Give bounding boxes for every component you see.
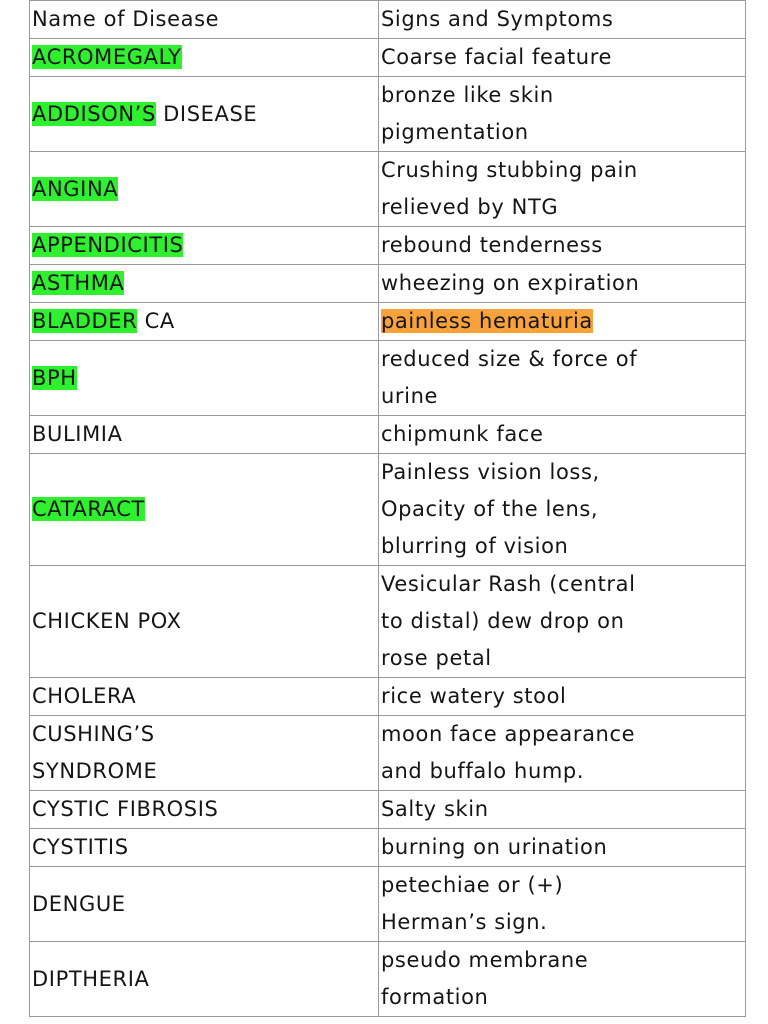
- table-row: [30, 942, 746, 1017]
- disease-name-cell: [30, 829, 379, 867]
- disease-name-text: CYSTITIS: [32, 835, 129, 859]
- signs-symptoms-line: Opacity of the lens,: [381, 497, 599, 521]
- disease-name-highlighted: APPENDICITIS: [32, 233, 184, 257]
- table-row: [30, 678, 746, 716]
- signs-symptoms-cell: [379, 566, 746, 678]
- signs-symptoms-highlighted: painless hematuria: [381, 309, 593, 333]
- table-row: [30, 227, 746, 265]
- signs-symptoms-line: to distal) dew drop on: [381, 609, 625, 633]
- signs-symptoms-line: chipmunk face: [381, 422, 544, 446]
- signs-symptoms-line: and buffalo hump.: [381, 759, 585, 783]
- table-row: [30, 303, 746, 341]
- disease-name-cell: [30, 867, 379, 942]
- table-row: [30, 867, 746, 942]
- signs-symptoms-line: relieved by NTG: [381, 195, 559, 219]
- disease-name-highlighted: ASTHMA: [32, 271, 125, 295]
- disease-name-cell: [30, 303, 379, 341]
- signs-symptoms-cell: [379, 341, 746, 416]
- disease-name-cell: [30, 39, 379, 77]
- disease-name-cell: [30, 227, 379, 265]
- disease-name-cell: [30, 942, 379, 1017]
- signs-symptoms-line: Coarse facial feature: [381, 45, 612, 69]
- signs-symptoms-cell: [379, 867, 746, 942]
- signs-symptoms-line: reduced size & force of: [381, 347, 638, 371]
- signs-symptoms-line: bronze like skin: [381, 83, 554, 107]
- disease-name-cell: [30, 678, 379, 716]
- signs-symptoms-cell: [379, 265, 746, 303]
- signs-symptoms-line: pseudo membrane: [381, 948, 589, 972]
- disease-name-text: CA: [137, 309, 175, 333]
- disease-name-cell: [30, 265, 379, 303]
- disease-name-text: CHICKEN POX: [32, 609, 182, 633]
- signs-symptoms-line: moon face appearance: [381, 722, 636, 746]
- disease-name-cell: [30, 716, 379, 791]
- signs-symptoms-cell: [379, 152, 746, 227]
- signs-symptoms-cell: [379, 77, 746, 152]
- table-row: [30, 341, 746, 416]
- signs-symptoms-line: blurring of vision: [381, 534, 569, 558]
- signs-symptoms-line: burning on urination: [381, 835, 608, 859]
- signs-symptoms-line: Salty skin: [381, 797, 489, 821]
- disease-name-cell: [30, 416, 379, 454]
- disease-name-highlighted: BLADDER: [32, 309, 138, 333]
- table-row: [30, 791, 746, 829]
- signs-symptoms-line: rose petal: [381, 646, 492, 670]
- signs-symptoms-cell: [379, 678, 746, 716]
- disease-name-cell: [30, 77, 379, 152]
- disease-name-text: CYSTIC FIBROSIS: [32, 797, 219, 821]
- table-row: [30, 265, 746, 303]
- signs-symptoms-line: Herman’s sign.: [381, 910, 548, 934]
- disease-name-highlighted: CATARACT: [32, 497, 145, 521]
- signs-symptoms-line: petechiae or (+): [381, 873, 564, 897]
- signs-symptoms-line: rebound tenderness: [381, 233, 603, 257]
- disease-name-highlighted: ACROMEGALY: [32, 45, 182, 69]
- disease-name-cell: [30, 341, 379, 416]
- disease-name-highlighted: BPH: [32, 365, 77, 390]
- disease-name-cell: [30, 454, 379, 566]
- signs-symptoms-line: Crushing stubbing pain: [381, 158, 638, 182]
- disease-name-text: DENGUE: [32, 891, 126, 916]
- disease-name-text: DISEASE: [155, 101, 258, 126]
- table-row: [30, 416, 746, 454]
- signs-symptoms-line: urine: [381, 384, 439, 408]
- signs-symptoms-cell: [379, 942, 746, 1017]
- table-body: [30, 39, 746, 1017]
- disease-name-line: SYNDROME: [32, 759, 158, 783]
- disease-name-highlighted: ANGINA: [32, 176, 119, 201]
- disease-name-text: DIPTHERIA: [32, 966, 150, 991]
- signs-symptoms-cell: [379, 416, 746, 454]
- disease-symptoms-table: [29, 0, 746, 1017]
- table-row: [30, 77, 746, 152]
- signs-symptoms-cell: [379, 303, 746, 341]
- disease-name-text: CHOLERA: [32, 684, 137, 708]
- signs-symptoms-cell: [379, 829, 746, 867]
- disease-name-cell: [30, 566, 379, 678]
- header-row: [30, 1, 746, 39]
- signs-symptoms-cell: [379, 227, 746, 265]
- signs-symptoms-cell: [379, 791, 746, 829]
- disease-name-cell: [30, 152, 379, 227]
- table-row: [30, 152, 746, 227]
- disease-name-line: CUSHING’S: [32, 722, 155, 746]
- signs-symptoms-cell: [379, 454, 746, 566]
- signs-symptoms-line: Vesicular Rash (central: [381, 572, 636, 596]
- table-row: [30, 454, 746, 566]
- signs-symptoms-line: pigmentation: [381, 120, 529, 144]
- table-row: [30, 39, 746, 77]
- signs-symptoms-cell: [379, 39, 746, 77]
- signs-symptoms-line: Painless vision loss,: [381, 460, 600, 484]
- table-row: [30, 829, 746, 867]
- disease-name-text: BULIMIA: [32, 422, 123, 446]
- table-row: [30, 716, 746, 791]
- header-signs-and-symptoms: Signs and Symptoms: [379, 1, 746, 39]
- signs-symptoms-line: rice watery stool: [381, 684, 567, 708]
- signs-symptoms-line: formation: [381, 985, 489, 1009]
- table-row: [30, 566, 746, 678]
- header-name-of-disease: Name of Disease: [30, 1, 379, 39]
- signs-symptoms-line: wheezing on expiration: [381, 271, 640, 295]
- disease-name-highlighted: ADDISON’S: [32, 101, 156, 126]
- disease-name-cell: [30, 791, 379, 829]
- signs-symptoms-cell: [379, 716, 746, 791]
